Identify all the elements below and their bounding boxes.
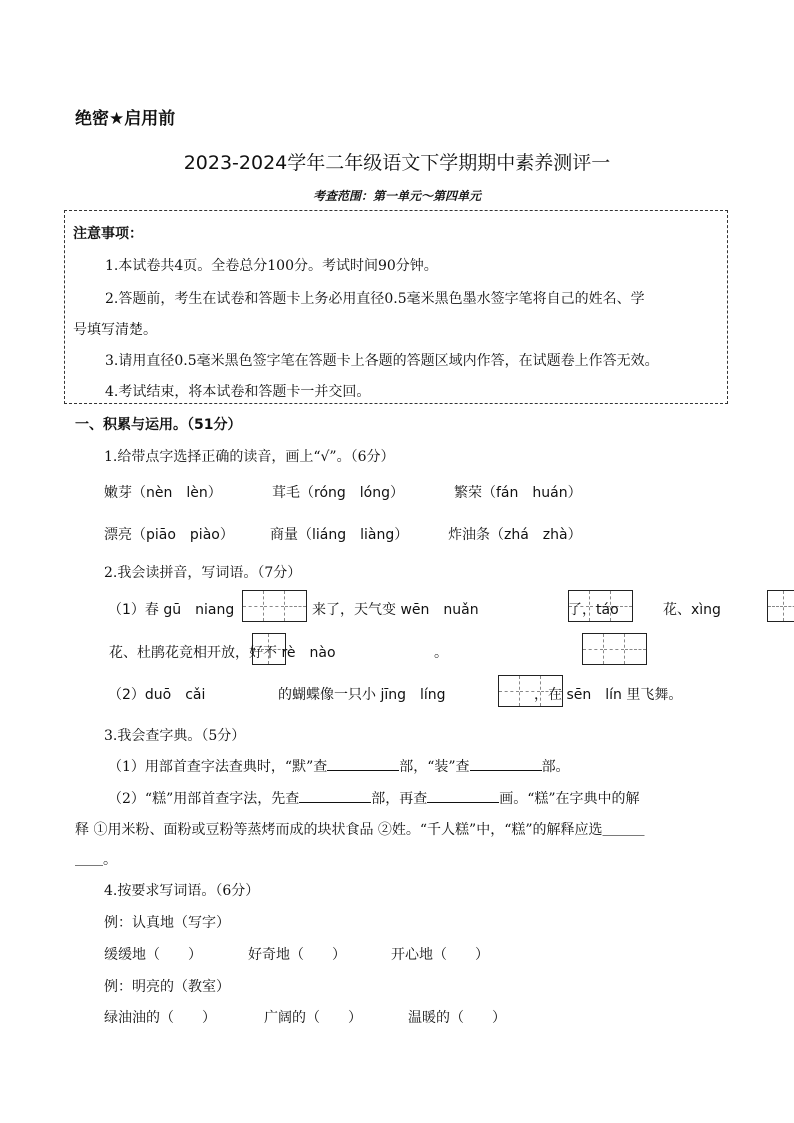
option-item: 繁荣（fán huán） (454, 485, 582, 501)
word-item: 好奇地（ ） (248, 947, 346, 963)
writing-grid[interactable] (767, 590, 794, 622)
question-3-stem: 3.我会查字典。（5分） (104, 728, 246, 744)
question-2-stem: 2.我会读拼音，写词语。（7分） (104, 565, 302, 581)
answer-blank[interactable] (427, 788, 499, 803)
notice-item: 4.考试结束，将本试卷和答题卡一并交回。 (105, 384, 371, 400)
writing-grid[interactable] (582, 633, 647, 665)
question-4-stem: 4.按要求写词语。（6分） (104, 883, 260, 899)
notice-item: 2.答题前，考生在试卷和答题卡上务必用直径0.5毫米黑色墨水签字笔将自己的姓名、学 (105, 291, 645, 307)
pinyin-text: 花、xìng (663, 602, 721, 618)
word-item: 开心地（ ） (391, 947, 489, 963)
question-text: （1）用部首查字法查典时，“默”查 (108, 759, 328, 775)
pinyin-text: 了，táo (568, 602, 619, 618)
question-text: 画。“糕”在字典中的解 (499, 791, 640, 807)
question-line (108, 788, 640, 808)
writing-grid[interactable] (242, 590, 307, 622)
question-text: 部，再查 (371, 791, 428, 807)
question-text: 部，“装”查 (399, 759, 470, 775)
question-text: （2）“糕”用部首查字法，先查 (108, 791, 300, 807)
word-item: 广阔的（ ） (264, 1010, 362, 1026)
question-line (108, 756, 570, 776)
notice-box (64, 210, 728, 404)
pinyin-text: 花、杜鹃花竞相开放，好不 rè nào (109, 645, 336, 661)
word-item: 温暖的（ ） (408, 1010, 506, 1026)
question-line: ＿＿。 (75, 852, 117, 868)
notice-item: 3.请用直径0.5毫米黑色签字笔在答题卡上各题的答题区域内作答，在试题卷上作答无效。 (105, 353, 659, 369)
answer-blank[interactable] (470, 756, 542, 771)
answer-blank[interactable] (299, 788, 371, 803)
example-text: 例：认真地（写字） (104, 915, 230, 931)
option-item: 茸毛（róng lóng） (272, 485, 404, 501)
pinyin-text: （2）duō cǎi (108, 687, 206, 703)
pinyin-text: 的蝴蝶像一只小 jīng líng (278, 687, 446, 703)
pinyin-text: （1）春 gū niang (108, 602, 235, 618)
notice-item: 号填写清楚。 (73, 322, 157, 338)
question-line: 释 ①用米粉、面粉或豆粉等蒸烤而成的块状食品 ②姓。“千人糕”中，“糕”的解释应选＿＿＿ (75, 822, 645, 838)
question-text: 部。 (541, 759, 570, 775)
answer-blank[interactable] (327, 756, 399, 771)
option-item: 漂亮（piāo piào） (104, 527, 234, 543)
pinyin-text: 来了，天气变 wēn nuǎn (312, 602, 479, 618)
option-item: 商量（liáng liàng） (270, 527, 409, 543)
notice-item: 1.本试卷共4页。全卷总分100分。考试时间90分钟。 (105, 258, 438, 274)
exam-scope: 考查范围：第一单元～第四单元 (312, 189, 481, 203)
option-item: 炸油条（zhá zhà） (448, 527, 582, 543)
confidential-mark: 绝密★启用前 (75, 109, 176, 129)
word-item: 绿油油的（ ） (104, 1010, 216, 1026)
section-heading: 一、积累与运用。（51分） (75, 417, 242, 433)
punctuation: 。 (434, 645, 448, 661)
notice-heading: 注意事项： (73, 226, 143, 242)
word-item: 缓缓地（ ） (104, 947, 202, 963)
option-item: 嫩芽（nèn lèn） (104, 485, 222, 501)
exam-title: 2023-2024学年二年级语文下学期期中素养测评一 (183, 152, 611, 174)
pinyin-text: ，在 sēn lín 里飞舞。 (534, 687, 683, 703)
example-text: 例：明亮的（教室） (104, 979, 230, 995)
question-1-stem: 1.给带点字选择正确的读音，画上“√”。（6分） (104, 449, 395, 465)
